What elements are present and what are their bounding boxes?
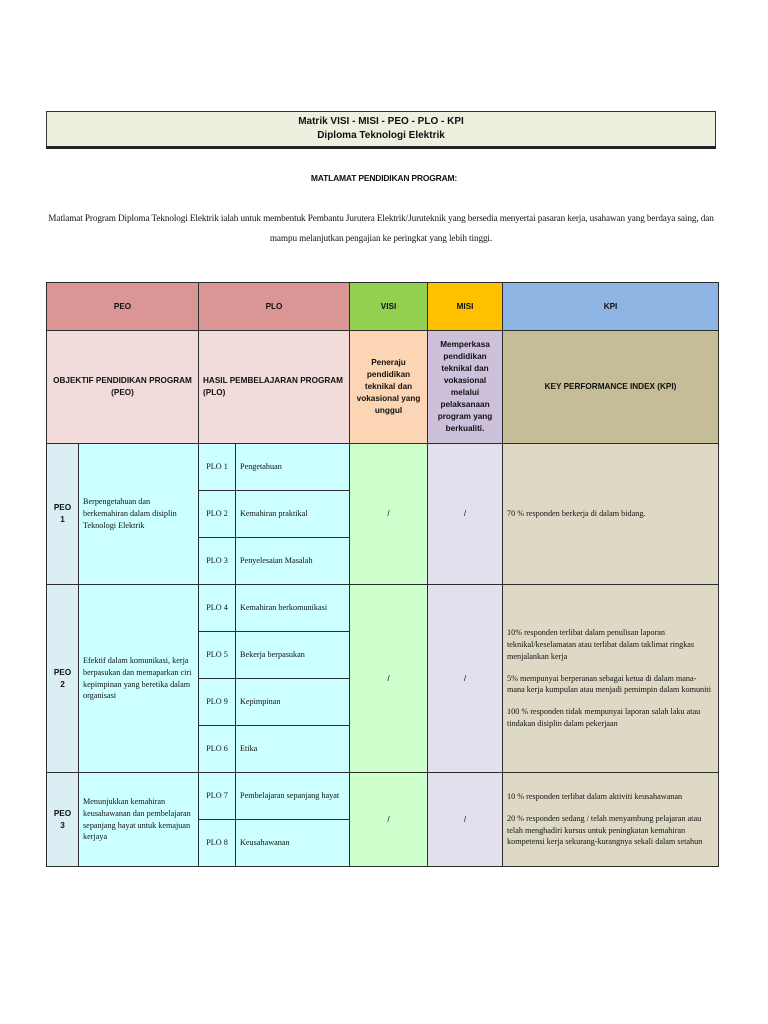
plo-id: PLO 2 <box>199 491 236 538</box>
kpi-cell <box>503 444 719 585</box>
visi-mark: / <box>350 585 428 773</box>
program-name: Diploma Teknologi Elektrik <box>317 130 445 141</box>
plo-id: PLO 8 <box>199 820 236 867</box>
plo-id: PLO 3 <box>199 538 236 585</box>
plo-description: Bekerja berpasukan <box>236 632 350 679</box>
visi-mark: / <box>350 773 428 867</box>
kpi-item: 5% mempunyai berperanan sebagai ketua di dalam mana-mana kerja kumpulan atau menjadi pemimpin dalam komuniti <box>507 673 711 695</box>
col-header-visi: VISI <box>350 283 428 331</box>
section-subtitle: MATLAMAT PENDIDIKAN PROGRAM: <box>310 173 458 183</box>
header-row <box>47 283 719 331</box>
col-header-misi: MISI <box>428 283 503 331</box>
plo-description: Pengetahuan <box>236 444 350 491</box>
peo-description: Berpengetahuan dan berkemahiran dalam disiplin Teknologi Elektrik <box>79 444 199 585</box>
plo-id: PLO 7 <box>199 773 236 820</box>
plo-description: Etika <box>236 726 350 773</box>
subheader-plo: HASIL PEMBELAJARAN PROGRAM (PLO) <box>199 331 350 444</box>
col-header-peo: PEO <box>47 283 199 331</box>
table-row <box>47 773 719 820</box>
kpi-item: 10% responden terlibat dalam penulisan laporan teknikal/keselamatan atau terlibat dalam taklimat ringkas menjalankan kerja <box>507 627 695 661</box>
document-header <box>46 111 716 149</box>
kpi-cell <box>503 773 719 867</box>
col-header-plo: PLO <box>199 283 350 331</box>
document-title: Matrik VISI - MISI - PEO - PLO - KPI <box>298 116 464 127</box>
subheader-misi: Memperkasa pendidikan teknikal dan vokasional melalui pelaksanaan program yang berkualiti. <box>428 331 503 444</box>
subheader-visi: Peneraju pendidikan teknikal dan vokasional yang unggul <box>350 331 428 444</box>
plo-description: Penyelesaian Masalah <box>236 538 350 585</box>
program-goal-text: Matlamat Program Diploma Teknologi Elektrik ialah untuk membentuk Pembantu Jurutera Elektrik/Juruteknik yang bersedia menyertai pasaran kerja, usahawan yang berdaya saing, dan mampu melanjutkan pengajian ke peringkat yang lebih tinggi. <box>48 213 714 243</box>
visi-mark: / <box>350 444 428 585</box>
plo-id: PLO 6 <box>199 726 236 773</box>
peo-description: Efektif dalam komunikasi, kerja berpasukan dan memaparkan ciri kepimpinan yang beretika dalam organisasi <box>79 585 199 773</box>
misi-mark: / <box>428 444 503 585</box>
kpi-item: 100 % responden tidak mempunyai laporan salah laku atau tindakan disiplin dalam pekerjaan <box>507 707 701 729</box>
kpi-item: 20 % responden sedang / telah menyambung pelajaran atau telah menghadiri kursus untuk peningkatan kemahiran kompetensi kerja sekurang-kurangnya sekali dalam setahun <box>507 813 703 847</box>
matrix-table <box>46 282 719 867</box>
peo-id: PEO 2 <box>47 585 79 773</box>
plo-description: Keusahawanan <box>236 820 350 867</box>
misi-mark: / <box>428 773 503 867</box>
table-row <box>47 585 719 632</box>
peo-id: PEO 3 <box>47 773 79 867</box>
plo-description: Kepimpinan <box>236 679 350 726</box>
plo-id: PLO 9 <box>199 679 236 726</box>
plo-description: Kemahiran praktikal <box>236 491 350 538</box>
kpi-cell <box>503 585 719 773</box>
table-row <box>47 444 719 491</box>
misi-mark: / <box>428 585 503 773</box>
subheader-peo: OBJEKTIF PENDIDIKAN PROGRAM (PEO) <box>47 331 199 444</box>
plo-id: PLO 4 <box>199 585 236 632</box>
col-header-kpi: KPI <box>503 283 719 331</box>
plo-description: Pembelajaran sepanjang hayat <box>236 773 350 820</box>
plo-description: Kemahiran berkomunikasi <box>236 585 350 632</box>
subheader-kpi: KEY PERFORMANCE INDEX (KPI) <box>503 331 719 444</box>
plo-id: PLO 1 <box>199 444 236 491</box>
subheader-row <box>47 331 719 444</box>
peo-id: PEO 1 <box>47 444 79 585</box>
kpi-item: 70 % responden berkerja di dalam bidang. <box>507 509 646 519</box>
kpi-item: 10 % responden terlibat dalam aktiviti keusahawanan <box>507 791 683 801</box>
peo-description: Menunjukkan kemahiran keusahawanan dan pembelajaran sepanjang hayat untuk kemajuan kerjaya <box>79 773 199 867</box>
plo-id: PLO 5 <box>199 632 236 679</box>
